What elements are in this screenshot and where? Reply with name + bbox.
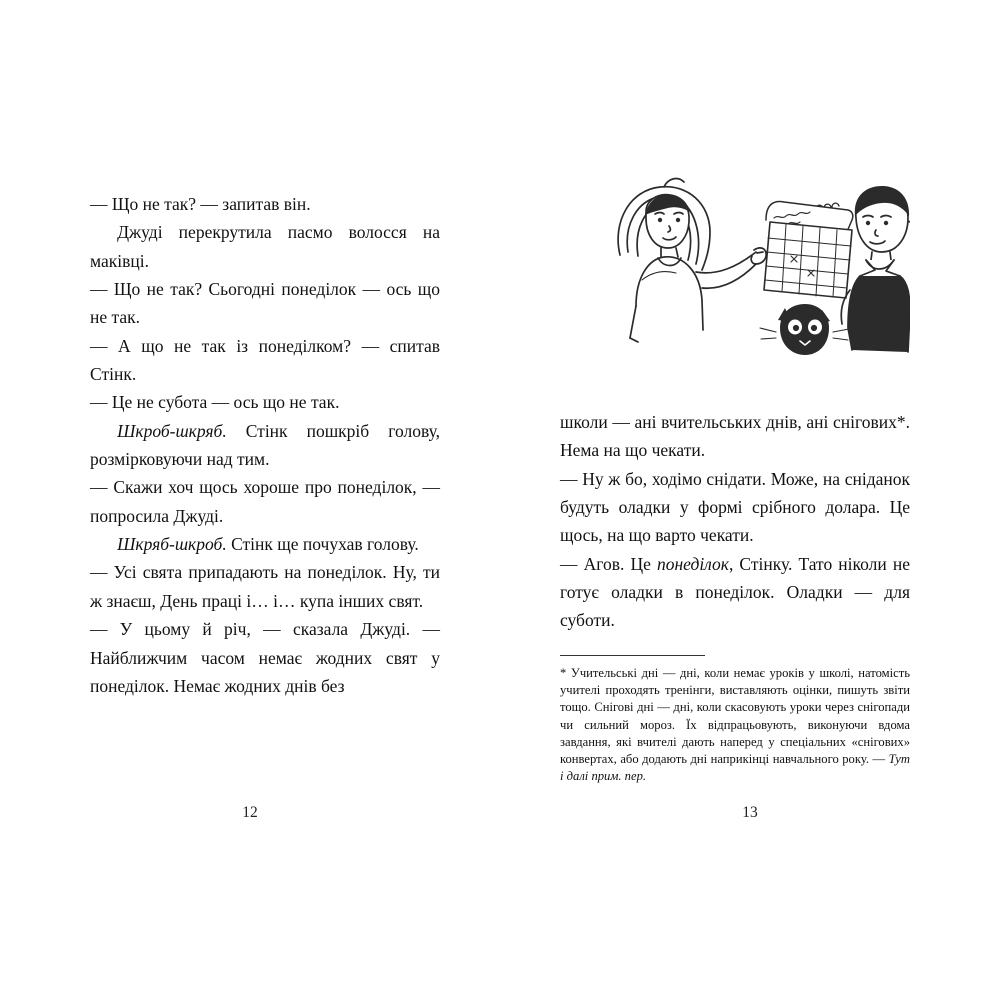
paragraph: школи — ані вчительських днів, ані снігових*. Нема на що чекати. [560,412,910,461]
paragraph-rest: Стінк ще почухав голову. [231,534,419,555]
paragraph: — Скажи хоч щось хороше про понеділок, — попросила Джуді. [90,477,440,526]
page-number: 12 [242,804,258,821]
footnote-body: * Учительські дні — дні, коли немає уроків у школі, натомість учителі проходять тренінги, виставляють оцінки, пишуть звіти тощо. Снігові дні — дні, коли скасовують уроки через снігопади чи сильний мороз. Їх відпрацьовують, виконуючи вдома завдання, які вчителі дають наперед у спеціальних «снігових» конвертах, або додають дні наприкінці навчального року. — [560,665,910,766]
paragraph: — Це не субота — ось що не так. [90,392,340,413]
paragraph: — Усі свята припадають на понеділок. Ну, ти ж знаєш, День праці і… і… купа інших свят. [90,562,440,611]
paragraph-with-italic: — Агов. Це понеділок, Стінку. Тато ніколи не готує оладки в понеділок. Оладки — для суботи. [560,553,910,631]
paragraph-with-italic [90,530,440,558]
footnote-signature: Тут і далі прим. пер. [560,752,910,784]
paragraph: — Ну ж бо, ходімо снідати. Може, на сніданок будуть оладки у формі срібного долара. Це щось, на що варто чекати. [560,468,910,546]
paragraph: Джуді перекрутила пасмо волосся на маківці. [90,222,440,271]
paragraph: — Що не так? Сьогодні понеділок — ось що не так. [90,279,440,328]
right-page-text [560,408,910,635]
left-page-text [90,190,440,700]
footnote-text [560,665,910,786]
paragraph: — Що не так? — запитав він. [90,194,311,214]
paragraph-with-italic [90,417,440,474]
right-page [500,0,1000,1000]
page-number: 13 [742,804,758,821]
girl-and-boy-with-calendar-illustration [560,160,910,390]
italic-phrase: Шкряб-шкроб. [117,534,227,555]
italic-phrase: Шкроб-шкряб. [117,420,227,441]
paragraph-rest: Стінк пошкріб голову, розмірковуючи над тим. [90,420,440,470]
footnote [560,655,910,786]
paragraph: — У цьому й річ, — сказала Джуді. — Найближчим часом немає жодних свят у понеділок. Немає жодних днів без [90,619,440,696]
italic-phrase: понеділок [656,553,729,574]
paragraph: — А що не так із понеділком? — спитав Стінк. [90,335,440,385]
